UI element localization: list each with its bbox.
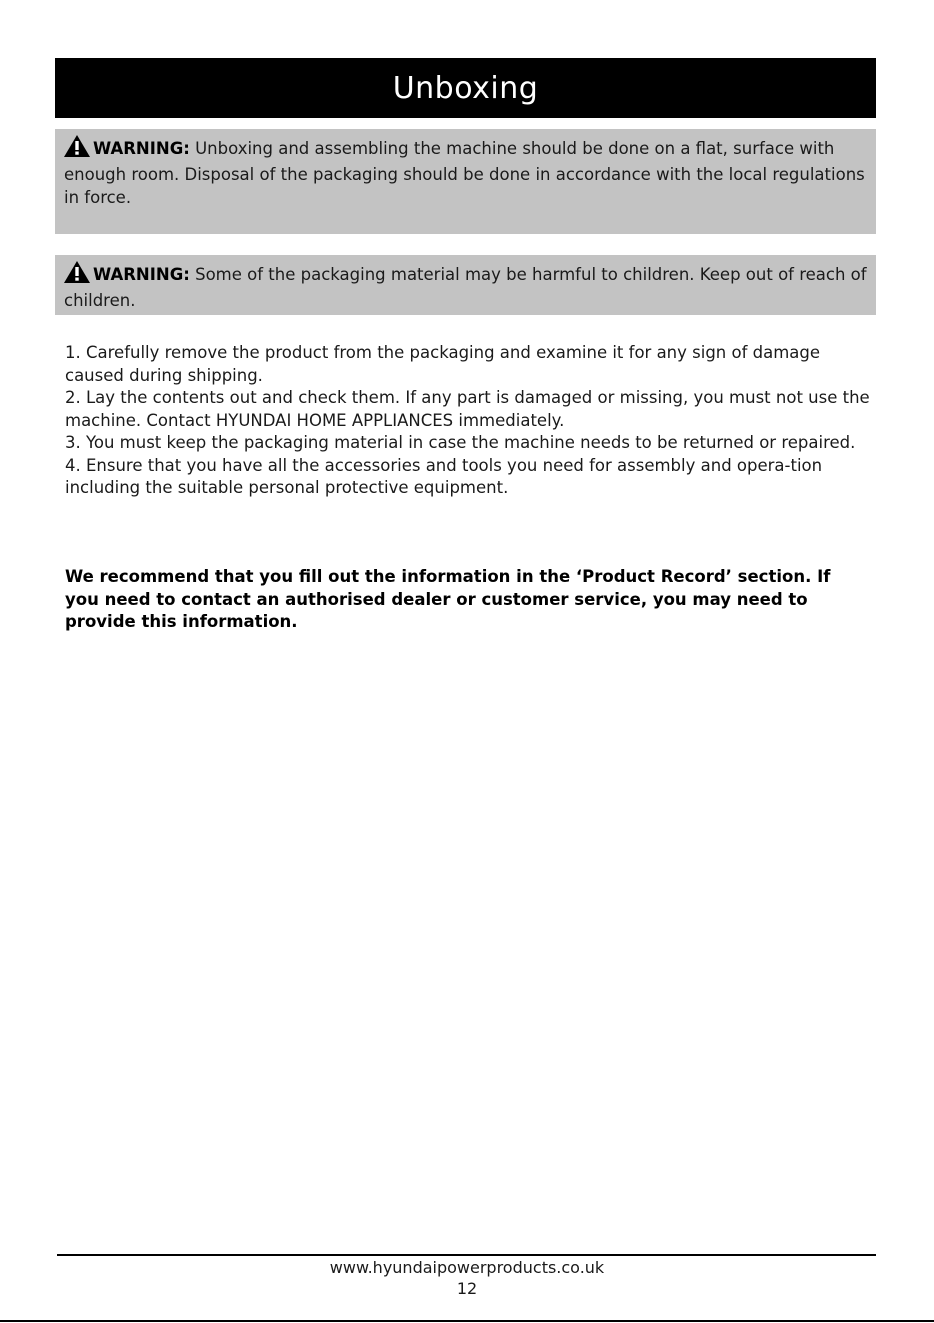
step-item: 2. Lay the contents out and check them. If any part is damaged or missing, you must not use the machine. Contact HYUNDAI HOME APPLIANCES immediately. [65,388,870,430]
page-title: Unboxing [392,70,539,106]
footer-url: www.hyundaipowerproducts.co.uk [329,1258,605,1277]
page-number: 12 [456,1279,478,1298]
warning-text: Unboxing and assembling the machine should be done on a flat, surface with enough room. Disposal of the packaging should be done in accordance with the local regulations in force. [64,139,865,207]
warning-triangle-icon [64,135,90,163]
warning-label: WARNING: [93,139,190,158]
page-bottom-edge [0,1320,934,1322]
page-title-bar [55,58,876,118]
step-item: 1. Carefully remove the product from the packaging and examine it for any sign of damage caused during shipping. [65,343,821,385]
unboxing-steps-list [65,342,870,500]
step-item: 3. You must keep the packaging material in case the machine needs to be returned or repaired. [65,433,856,452]
warning-label: WARNING: [93,265,190,284]
product-record-recommendation: We recommend that you fill out the information in the ‘Product Record’ section. If you need to contact an authorised dealer or customer service, you may need to provide this information. [65,567,831,631]
footer-divider [57,1254,876,1256]
warning-triangle-icon [64,261,90,289]
warning-box-children [55,255,876,315]
step-item: 4. Ensure that you have all the accessories and tools you need for assembly and opera-tion including the suitable personal protective equipment. [65,455,823,497]
warning-text: Some of the packaging material may be harmful to children. Keep out of reach of children. [64,265,867,310]
warning-box-unboxing [55,129,876,234]
